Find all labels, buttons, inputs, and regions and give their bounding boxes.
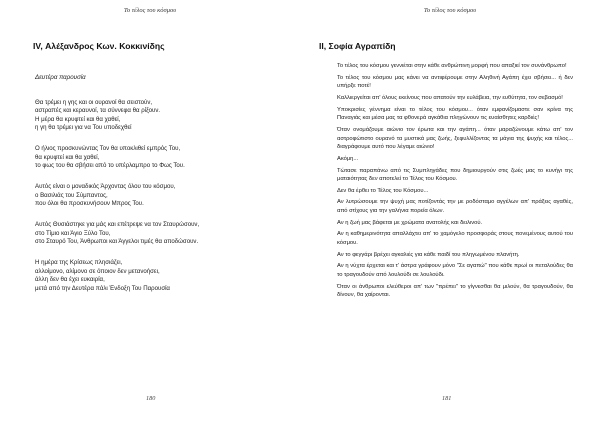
prose-paragraph: Δεν θα έρθει το Τέλος του Κόσμου... [337,187,429,194]
prose-paragraph: Τώτασε παραπάνω από τις Συμπληγάδες που δημιουργούν στις ζωές μας το κυνήγι της ματαιότητας δεν αποτελεί το Τέλος του Κόσμου. [337,167,573,183]
poem-line: Η ημέρα της Κρίσεως πλησιάζει, [35,259,123,267]
right-page [300,0,600,424]
prose-paragraph: Καλλιεργείται απ' όλους εκείνους που απατούν την ευλάβεια, την ευθύτητα, τον σεβασμό! [337,94,563,101]
poem-stanza [35,183,275,209]
poem-stanza [35,259,275,293]
poem-line: Ο ήλιος προσκυνώντας Τον θα υποκλιθεί εμπρός Του, [35,145,181,153]
poem-stanza [35,145,275,171]
poem-line: Θα τρέμει η γης και οι ουρανοί θα σειστούν, [35,98,153,106]
poem-line: θα κρυφτεί και θα χαθεί, [35,153,100,161]
prose-paragraph: Ακόμη... [337,155,359,162]
prose-paragraph: Το τέλος του κόσμου μας κάνει να αντιφέρουμε στην Αληθινή Αγάπη έχει σβήσει... ή δεν υπήρξε ποτέ! [337,74,573,90]
running-head: Το τέλος του κόσμου [123,7,177,14]
prose-paragraph: Όταν ονομάζουμε αιώνιο τον έρωτα και την αγάπη... όταν μαραζώνουμε κάτω απ' τον αστροφώτιστο ουρανό τα μυστικά μας ζωής, ξεφυλλίζοντας τα μάγια της ψυχής και τέλος... διαγράφουμε αυτό που λέγαμε αιώνιο! [337,126,573,151]
prose-paragraph: Υποκρισίες γέννημα είναι το τέλος του κόσμου... όταν εμφανίζομαστε σαν κρίνα της Παναγιάς και μέσα μας τα φθονερά αγκάθια πληγώνουν τις ευαίσθητες καρδιές! [337,106,573,122]
poem-line: στο Τίμιο και Άγιο Ξύλο Του, [35,229,111,237]
prose-paragraph: Όταν οι άνθρωποι ελεύθεροι απ' των "πρέπει" το γίγνεσθαι θα μιλούν, θα τραγουδούν, θα δίνουν, θα χαίρονται. [337,283,573,299]
poem-stanzas [35,99,275,294]
poem-line: στο Σταυρό Του, Άνθρωποι και Άγγελοι τιμές θα αποδώσουν. [35,238,199,246]
poem-line: αλλοίμονο, αλίμονο σε όποιον δεν μετανοήσει, [35,267,160,275]
poem-line: Αυτός Θυσιάστηκε για μάς και επέτρεψε να τον Σταυρώσουν, [35,221,200,229]
prose-paragraph: Αν λυτρώσουμε την ψυχή μας ποτίζοντάς την με ροδόσταμο αγγέλων απ' πράξεις αγαθές, από στίχους για την γαλήνια πορεία όλων. [337,199,573,215]
section-heading: II, Σοφία Αγραπίδη [319,41,396,51]
running-head: Το τέλος του κόσμου [423,7,477,14]
prose-paragraph: Αν το φεγγάρι βρέχει αγκαλιές για κάθε παιδί του πληγωμένου πλανήτη. [337,251,520,258]
prose-body [337,62,573,303]
poem-body [35,74,275,306]
poem-line: που όλοι θα προσκυνήσουν Μπρος Του. [35,200,144,208]
poem-line: μετά από την Δευτέρα πάλι Ένδοξη Του Παρουσία [35,284,170,292]
poem-line: αστραπές και κεραυνοί, τα σύννεφα θα ρίξουν. [35,107,161,114]
poem-line: το φως του θα σβήσει από το υπέρλαμπρο το Φως Του. [35,162,185,170]
poem-stanza [35,99,275,133]
poem-stanza [35,221,275,247]
poem-line: ο Βασιλιάς του Σύμπαντος, [35,191,108,199]
poem-line: Αυτός είναι ο μοναδικός Άρχοντας όλου του κόσμου, [35,183,176,191]
poem-subtitle: Δευτέρα παρουσία [35,74,86,81]
prose-paragraph: Αν η καθημερινότητα απαλλάχτει απ' το χαμόγελο προσφοράς στους πονεμένους αυτού του κόσμου. [337,231,573,247]
prose-paragraph: Αν η νύχτα έρχεται και τ' άστρα γράφουν μόνο "Σε αγαπώ" που κάθε πρωί οι πεταλούδες θα το τραγουδούν από λουλούδι σε λουλούδι. [337,263,573,278]
poem-line: Η μέρα θα κρυφτεί και θα χαθεί, [35,115,121,123]
poem-line: η γη θα τρέμει για να Του υποδεχθεί [35,124,132,131]
page-number: 181 [442,395,452,402]
poem-line: άλλη δεν θα έχει ευκαιρία, [35,276,105,284]
page-number: 180 [146,395,156,402]
section-heading: IV, Αλέξανδρος Κων. Κοκκινίδης [33,41,165,51]
prose-paragraph: Το τέλος του κόσμου γεννιέται στην κάθε ανθρώπινη μορφή που απαξιεί τον συνάνθρωπο! [337,63,567,69]
prose-paragraph: Αν η ζωή μας βάφεται με χρώματα ανατολής και δειλινού. [337,219,483,226]
